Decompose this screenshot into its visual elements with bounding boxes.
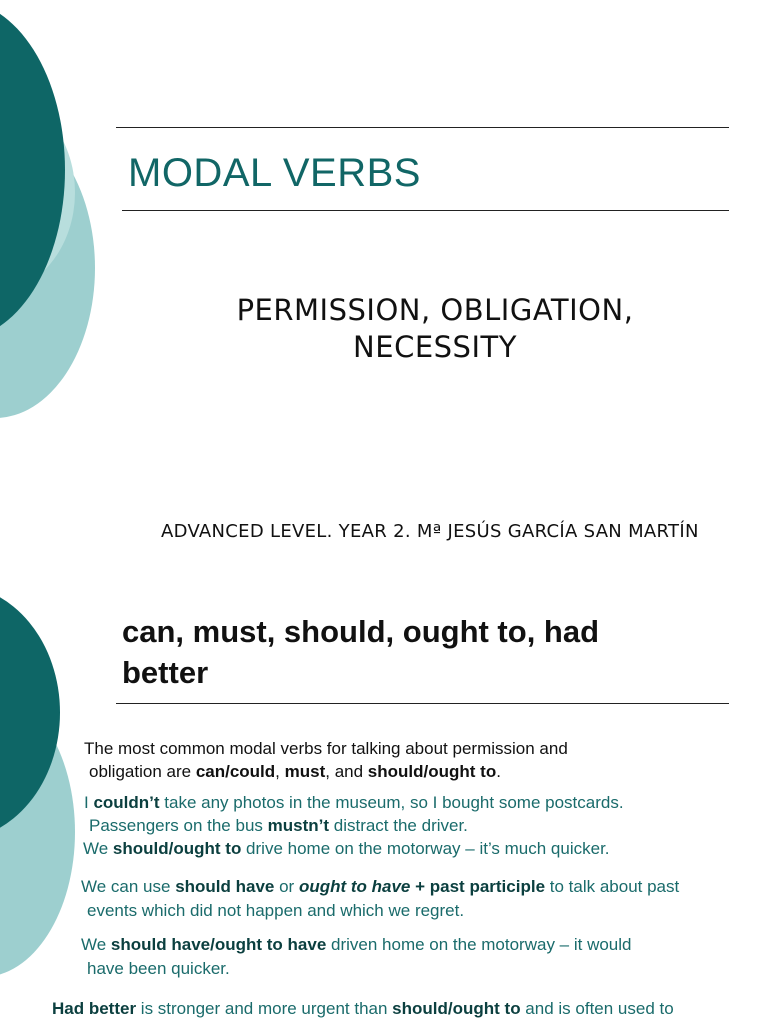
past-example-keyword: should have/ought to have xyxy=(110,935,327,954)
subtitle-line-2: NECESSITY xyxy=(353,330,517,364)
example-text: We xyxy=(83,839,113,858)
had-better-keyword: Had better xyxy=(52,999,137,1018)
title-rule-top xyxy=(116,127,729,128)
past-text: We can use xyxy=(81,877,176,896)
had-better-text: is stronger and more urgent than xyxy=(136,999,393,1018)
heading-rule xyxy=(116,703,729,704)
example-text: distract the driver. xyxy=(329,816,468,835)
example-keyword: mustn’t xyxy=(267,816,330,835)
slide-heading xyxy=(122,611,682,693)
intro-keyword: must xyxy=(284,762,326,781)
author-line: ADVANCED LEVEL. YEAR 2. Mª JESÚS GARCÍA SAN MARTÍN xyxy=(161,521,699,542)
past-keyword: past participle xyxy=(429,877,546,896)
slide-title: MODAL VERBS xyxy=(128,151,421,195)
example-line-2 xyxy=(89,814,468,837)
heading-line-1: can, must, should, ought to, had xyxy=(122,614,600,649)
past-line-2: events which did not happen and which we regret. xyxy=(87,901,465,920)
intro-line-2 xyxy=(89,760,501,783)
example-line-3 xyxy=(83,837,610,860)
title-rule-bottom xyxy=(122,210,729,211)
past-text: or xyxy=(274,877,299,896)
had-better-line-1 xyxy=(52,997,674,1020)
past-keyword: should have xyxy=(175,877,275,896)
intro-text: , xyxy=(275,762,285,781)
intro-text: . xyxy=(496,762,501,781)
intro-text: obligation are xyxy=(89,762,196,781)
intro-text: , and xyxy=(325,762,368,781)
example-line-1 xyxy=(84,791,624,814)
intro-keyword: can/could xyxy=(195,762,276,781)
past-example-text: driven home on the motorway – it would xyxy=(326,935,632,954)
example-keyword: couldn’t xyxy=(93,793,160,812)
past-example-line-1 xyxy=(81,933,632,956)
example-text: take any photos in the museum, so I bought some postcards. xyxy=(159,793,624,812)
content-slide xyxy=(0,585,768,1024)
example-keyword: should/ought to xyxy=(112,839,242,858)
intro-line-1: The most common modal verbs for talking about permission and xyxy=(84,739,568,758)
example-text: Passengers on the bus xyxy=(89,816,268,835)
intro-keyword: should/ought to xyxy=(367,762,497,781)
past-keyword: + xyxy=(410,877,430,896)
subtitle-line-1: PERMISSION, OBLIGATION, xyxy=(236,293,634,327)
slide-subtitle xyxy=(120,292,750,366)
had-better-text: and is often used to xyxy=(520,999,674,1018)
past-example-text: We xyxy=(81,935,111,954)
past-example-line-2: have been quicker. xyxy=(87,959,230,978)
past-line-1 xyxy=(81,875,679,898)
past-keyword: ought to have xyxy=(298,877,411,896)
heading-line-2: better xyxy=(122,655,209,690)
had-better-keyword: should/ought to xyxy=(392,999,521,1018)
example-text: I xyxy=(84,793,94,812)
example-text: drive home on the motorway – it’s much quicker. xyxy=(241,839,610,858)
past-text: to talk about past xyxy=(545,877,680,896)
